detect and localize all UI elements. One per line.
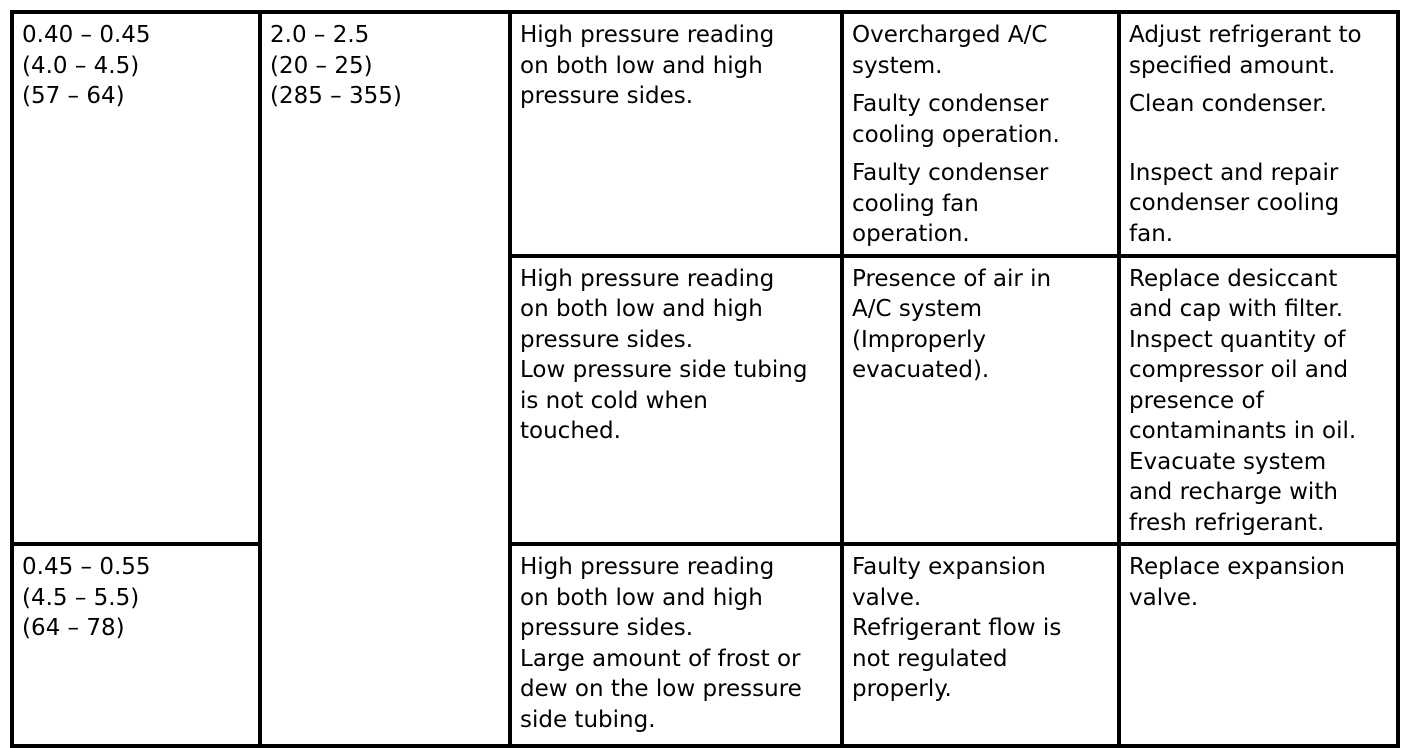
cell-text-line: contaminants in oil. (1129, 418, 1357, 444)
symptom-cell (510, 12, 842, 256)
cell-text-line: High pressure reading (520, 265, 775, 292)
low-side-pressure-cell (12, 544, 260, 746)
cell-text-line: condenser cooling (1129, 190, 1340, 216)
remedy-cell (1119, 544, 1398, 746)
table-row (12, 544, 1398, 746)
cell-text-line: Adjust refrigerant to (1129, 22, 1362, 48)
cell-text-line: dew on the low pressure (520, 676, 802, 702)
cell-text-line: on both low and high (520, 52, 763, 79)
ac-diagnosis-table (10, 10, 1400, 748)
cell-text-line: valve. (852, 584, 922, 611)
cell-text-line: pressure sides. (520, 326, 694, 353)
symptom-cell (510, 256, 842, 545)
cell-text-line: Overcharged A/C (852, 22, 1048, 48)
cell-text-line: A/C system (852, 296, 983, 322)
cell-text-line: system. (852, 52, 943, 79)
cell-text-line: (57 – 64) (22, 83, 125, 109)
cell-text-line: cooling fan (852, 190, 979, 217)
cell-text-line: High pressure reading (520, 554, 775, 580)
cell-text-line: Faulty condenser (852, 160, 1049, 186)
cell-text-line: 0.45 – 0.55 (22, 554, 151, 580)
cell-text-line: Replace expansion (1129, 554, 1345, 580)
cell-text-line: (4.0 – 4.5) (22, 52, 140, 79)
cell-text-line: High pressure reading (520, 22, 775, 48)
cell-text-line: is not cold when (520, 387, 708, 414)
cell-text-line: pressure sides. (520, 615, 694, 641)
cell-text-line: Inspect quantity of (1129, 326, 1346, 353)
cell-text-line: touched. (520, 418, 621, 444)
high-side-pressure-cell (260, 12, 510, 746)
cell-text-line: on both low and high (520, 296, 763, 322)
cell-text-line: and recharge with (1129, 479, 1338, 505)
cell-text-line: presence of (1129, 387, 1264, 414)
cell-text-line: (Improperly (852, 326, 986, 353)
cell-text-line: Faulty condenser (852, 91, 1049, 117)
cell-text-line: compressor oil and (1129, 357, 1349, 383)
cell-text-line: valve. (1129, 584, 1199, 611)
cell-text-line: Faulty expansion (852, 554, 1046, 580)
remedy-cell (1119, 12, 1398, 256)
probable-cause-cell (842, 256, 1119, 545)
cell-text-line: Refrigerant flow is (852, 615, 1062, 641)
cell-text-line: Large amount of frost or (520, 645, 801, 672)
cell-text-line: (20 – 25) (270, 52, 373, 79)
cell-text-line: cooling operation. (852, 121, 1060, 148)
cell-text-line: and cap with filter. (1129, 296, 1344, 322)
cell-text-line: on both low and high (520, 584, 763, 611)
low-side-pressure-cell (12, 12, 260, 544)
cell-text-line: fan. (1129, 220, 1174, 247)
cell-text-line: operation. (852, 221, 970, 247)
cell-text-line: Clean condenser. (1129, 91, 1327, 117)
cell-text-line: Presence of air in (852, 265, 1052, 292)
table-row (12, 12, 1398, 256)
cell-text-line: evacuated). (852, 357, 990, 383)
cell-text-line: pressure sides. (520, 83, 694, 109)
symptom-cell (510, 544, 842, 746)
probable-cause-cell (842, 12, 1119, 256)
remedy-cell (1119, 256, 1398, 545)
probable-cause-cell (842, 544, 1119, 746)
cell-text-line: not regulated (852, 645, 1008, 672)
cell-text-line: 2.0 – 2.5 (270, 22, 370, 48)
cell-text-line: Evacuate system (1129, 448, 1327, 475)
cell-text-line: side tubing. (520, 706, 656, 733)
cell-text-line: (285 – 355) (270, 83, 402, 109)
cell-text-line: (64 – 78) (22, 615, 125, 641)
cell-text-line: Replace desiccant (1129, 265, 1338, 292)
cell-text-line: (4.5 – 5.5) (22, 584, 140, 611)
cell-text-line: Inspect and repair (1129, 159, 1339, 186)
cell-text-line: specified amount. (1129, 52, 1336, 79)
cell-text-line: properly. (852, 676, 952, 702)
cell-text-line: Low pressure side tubing (520, 357, 808, 383)
cell-text-line: fresh refrigerant. (1129, 509, 1325, 536)
cell-text-line: 0.40 – 0.45 (22, 22, 151, 48)
